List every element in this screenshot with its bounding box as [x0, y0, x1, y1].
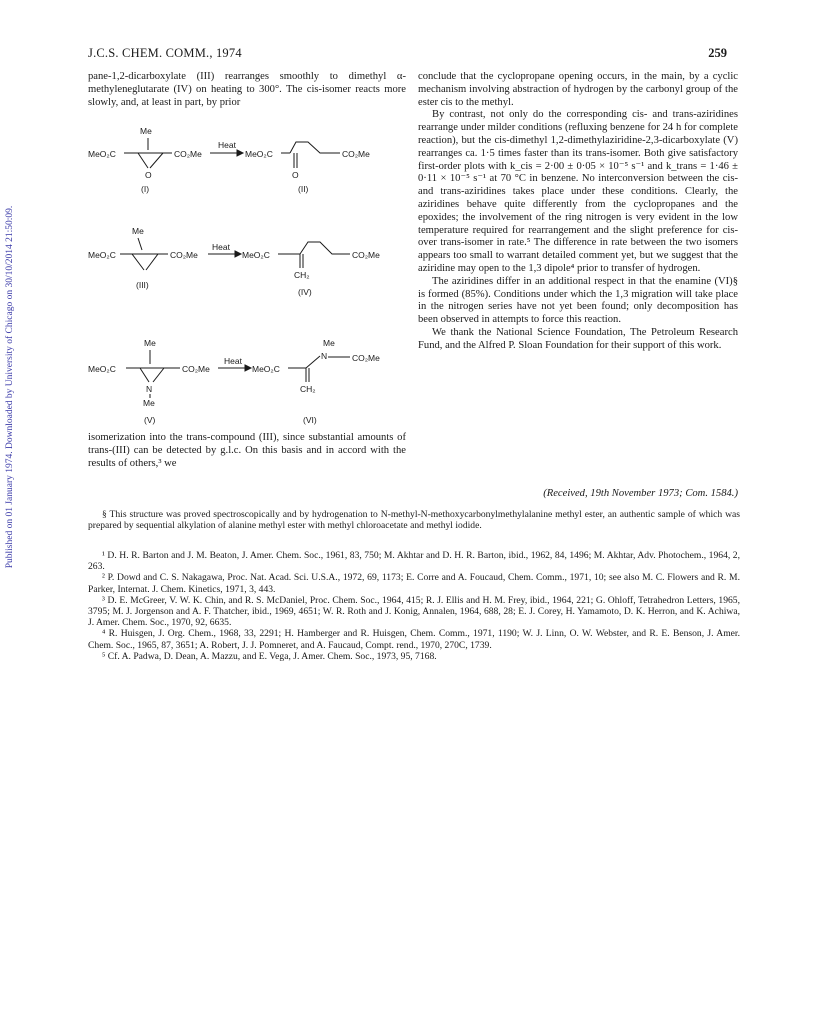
structure-footnote-text: § This structure was proved spectroscopically and by hydrogenation to N-methyl-N-methoxycarbonylmethylalanine methyl ester, an authentic sample of which was prepared by sequential alkylation of alanine methyl ester with methyl chloroacetate and methyl iodide.	[88, 509, 740, 532]
reference-4: ⁴ R. Huisgen, J. Org. Chem., 1968, 33, 2291; H. Hamberger and R. Huisgen, Chem. Comm., 1971, 1190; W. J. Linn, O. W. Webster, and R. E. Benson, J. Amer. Chem. Soc., 1965, 87, 3651; A. Robert, J. J. Pomneret, and A. Faucaud, Compt. rend., 1970, 270C, 1739.	[88, 628, 740, 651]
acknowledgement-paragraph: We thank the National Science Foundation, The Petroleum Research Fund, and the Alfred P. Sloan Foundation for their support of this work.	[418, 326, 738, 351]
scheme2-me: Me	[132, 226, 144, 236]
right-paragraph-2: By contrast, not only do the corresponding cis- and trans-aziridines rearrange under milder conditions (refluxing benzene for 24 h for complete reaction), but the cis-dimethyl 1,2-dimethylaziridine-2,3-dicarboxylate (V) rearranges ca. 1·5 times faster than its trans-isomer. Both give satisfactory first-order plots with k_cis = 2·00 ± 0·05 × 10⁻⁵ s⁻¹ and k_trans = 1·46 ± 0·11 × 10⁻⁵ s⁻¹ at 70 °C in benzene. No interconversion between the cis- and trans-aziridines takes place under these conditions. Clearly, the aziridines behave quite differently from the cyclopropanes and the epoxides; the involvement of the ring nitrogen is very evident in the low temperature required for rearrangement and the slight preference for cis- over trans-isomer in rate.⁵ The difference in rate between the two isomers appears too small to warrant detailed comment yet, but we suggest that the aziridine may open to the 1,3 dipole⁴ prior to transfer of hydrogen.	[418, 109, 738, 274]
reference-2: ² P. Dowd and C. S. Nakagawa, Proc. Nat. Acad. Sci. U.S.A., 1972, 69, 1173; E. Corre and A. Foucaud, Chem. Comm., 1971, 10; see also M. C. Flowers and R. M. Parker, Internat. J. Chem. Kinetics, 1971, 3, 443.	[88, 572, 740, 595]
structure-footnote	[88, 509, 740, 531]
reference-1: ¹ D. H. R. Barton and J. M. Beaton, J. Amer. Chem. Soc., 1961, 83, 750; M. Akhtar and D. H. R. Barton, ibid., 1962, 84, 1496; M. Akhtar, Adv. Photochem., 1964, 2, 263.	[88, 550, 740, 573]
scheme3-product-co2me: CO₂Me	[352, 353, 380, 363]
scheme1-co2me: CO₂Me	[174, 149, 202, 159]
scheme1-me: Me	[140, 126, 152, 136]
scheme-epoxide	[88, 126, 370, 194]
scheme3-meo2c: MeO₂C	[88, 364, 116, 374]
scheme2-product-co2me: CO₂Me	[352, 250, 380, 260]
references-list	[88, 550, 740, 662]
scheme3-n-me: Me	[143, 398, 155, 408]
scheme2-product-meo2c: MeO₂C	[242, 250, 270, 260]
right-paragraph-3: The aziridines differ in an additional respect in that the enamine (VI)§ is formed (85%). Conditions under which the 1,3 migration will take place in the nitrogen series have not yet been found; only decomposition has been observed in attempts to force this reaction.	[418, 275, 738, 326]
scheme3-heat: Heat	[224, 356, 242, 366]
scheme3-co2me: CO₂Me	[182, 364, 210, 374]
label-III: (III)	[136, 280, 149, 290]
page-number: 259	[708, 46, 727, 60]
scheme1-meo2c: MeO₂C	[88, 149, 116, 159]
download-watermark	[2, 150, 16, 630]
running-header: J.C.S. CHEM. COMM., 1974	[88, 46, 242, 60]
scheme-cyclopropane	[88, 226, 380, 297]
left-paragraph-1: pane-1,2-dicarboxylate (III) rearranges smoothly to dimethyl α-methyleneglutarate (IV) on heating to 300°. The cis-isomer reacts more slowly, and, at least in part, by prior	[88, 71, 406, 108]
label-I: (I)	[141, 184, 150, 194]
label-V: (V)	[144, 415, 156, 425]
scheme-aziridine	[88, 338, 380, 425]
scheme1-ketone-o: O	[292, 170, 299, 180]
scheme2-heat: Heat	[212, 242, 230, 252]
reference-5: ⁵ Cf. A. Padwa, D. Dean, A. Mazzu, and E. Vega, J. Amer. Chem. Soc., 1973, 95, 7168.	[102, 650, 437, 662]
scheme2-meo2c: MeO₂C	[88, 250, 116, 260]
scheme3-me: Me	[144, 338, 156, 348]
scheme3-product-me: Me	[323, 338, 335, 348]
right-column	[418, 71, 738, 353]
scheme2-co2me: CO₂Me	[170, 250, 198, 260]
scheme2-ch2: CH₂	[294, 270, 310, 280]
left-column-bottom	[88, 432, 406, 470]
reaction-schemes-figure	[88, 120, 408, 442]
left-column-top	[88, 71, 406, 109]
scheme1-product-meo2c: MeO₂C	[245, 149, 273, 159]
scheme1-heat: Heat	[218, 140, 236, 150]
scheme1-o: O	[145, 170, 152, 180]
scheme3-ch2: CH₂	[300, 384, 316, 394]
scheme3-product-meo2c: MeO₂C	[252, 364, 280, 374]
scheme3-product-n: N	[321, 351, 328, 361]
scheme1-product-co2me: CO₂Me	[342, 149, 370, 159]
label-IV: (IV)	[298, 287, 312, 297]
right-paragraph-1: conclude that the cyclopropane opening occurs, in the main, by a cyclic mechanism involving abstraction of hydrogen by the carbonyl group of the ester cis to the methyl.	[418, 71, 738, 108]
label-VI: (VI)	[303, 415, 317, 425]
received-line: (Received, 19th November 1973; Com. 1584.)	[543, 488, 738, 499]
label-II: (II)	[298, 184, 309, 194]
reference-3: ³ D. E. McGreer, V. W. K. Chin, and R. S. McDaniel, Proc. Chem. Soc., 1964, 415; R. J. Ellis and H. M. Frey, ibid., 1964, 221; G. Ohloff, Tetrahedron Letters, 1965, 3795; M. J. Jorgenson and A. F. Thatcher, ibid., 1969, 4651; W. R. Roth and J. Konig, Annalen, 1964, 688, 28; E. J. Corey, H. Yamamoto, D. K. Herron, and K. Achiwa, J. Amer. Chem. Soc., 1970, 92, 6635.	[88, 594, 740, 629]
download-watermark-text: Published on 01 January 1974. Downloaded by University of Chicago on 30/10/2014 21:50:09.	[5, 205, 15, 569]
left-paragraph-2: isomerization into the trans-compound (III), since substantial amounts of trans-(III) can be detected by g.l.c. On this basis and in accord with the results of others,³ we	[88, 432, 406, 469]
scheme3-n: N	[146, 384, 153, 394]
